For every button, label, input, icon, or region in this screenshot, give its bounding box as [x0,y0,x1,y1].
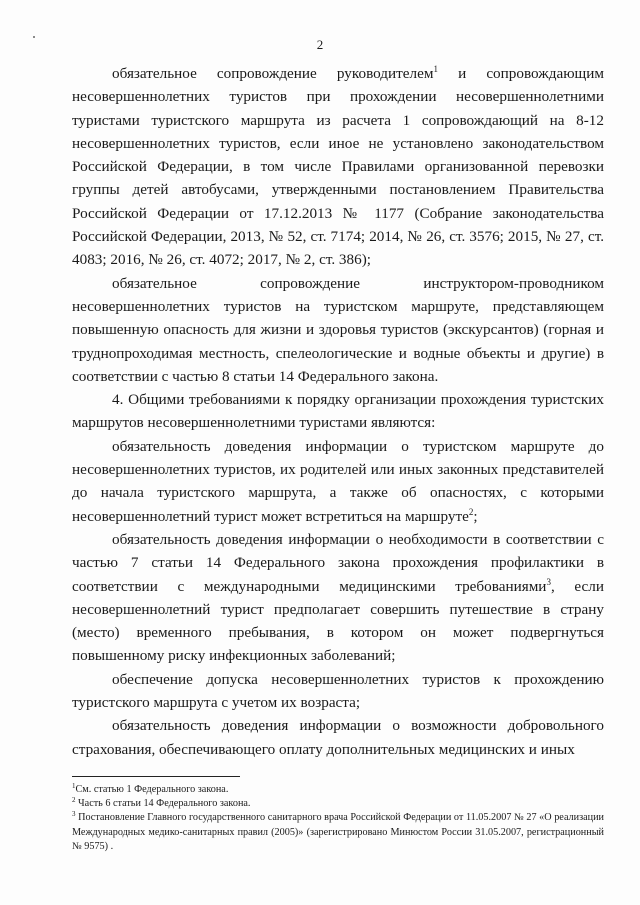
paragraph-text: обязательность доведения информации о необходимости в соответствии с частью 7 статьи 14 Федерального закона прохождения профилактики в соответствии с международными медицинскими требованиями [72,530,604,595]
footnotes [72,783,604,854]
footnote-2 [72,797,604,811]
footnote-ref-1[interactable]: 1 [433,64,438,74]
paragraph-general-requirements: 4. Общими требованиями к порядку организации прохождения туристских маршрутов несовершеннолетними туристами являются: [72,391,604,432]
footnote-separator [72,776,240,777]
paragraph-route-information [72,435,604,528]
footnote-mark: 2 [72,796,76,805]
document-body [72,62,604,761]
paragraph-prophylaxis-information [72,528,604,668]
footnote-ref-2[interactable]: 2 [468,506,474,517]
paragraph-text: и сопровождающим несовершеннолетних туристов при прохождении несовершеннолетними туристами туристского маршрута из расчета 1 сопровождающий на 8-12 несовершеннолетних туристов, если иное не установлено законодательством Российской Федерации, в том числе Правилами организованной перевозки группы детей автобусами, утвержденными постановлением Правительства Российской Федерации от 17.12.2013 № 1177 (Собрание законодательства Российской Федерации, 2013, № 52, ст. 7174; 2014, № 26, ст. 3576; 2015, № 27, ст. 4083; 2016, № 26, ст. 4072; 2017, № 2, ст. 386); [72,65,604,269]
footnote-3 [72,811,604,854]
footnote-1 [72,783,604,797]
paragraph-age-admission: обеспечение допуска несовершеннолетних туристов к прохождению туристского маршрута с учетом их возраста; [72,670,604,712]
footnote-mark: 1 [72,782,76,790]
paragraph-text: обязательность доведения информации о туристском маршруте до несовершеннолетних туристов, их родителей или иных законных представителей до начала туристского маршрута, а также об опасностях, с которыми несовершеннолетний турист может встретиться на маршруте [72,437,604,525]
footnote-ref-3[interactable]: 3 [546,576,551,587]
footnote-text: Часть 6 статьи 14 Федерального закона. [75,798,251,810]
footnote-text: См. статью 1 Федерального закона. [75,784,229,795]
paragraph-escort-by-instructor: обязательное сопровождение инструктором-проводником несовершеннолетних туристов на туристском маршруте, представляющем повышенную опасность для жизни и здоровья туристов (экскурсантов) (горная и труднопроходимая местность, спелеологические и водные объекты и другие) в соответствии с частью 8 статьи 14 Федерального закона. [72,274,604,385]
page-number: 2 [316,37,324,52]
paragraph-text: обязательное сопровождение руководителем [112,65,434,82]
paragraph-text: , если несовершеннолетний турист предполагает совершить путешествие в страну (место) временного пребывания, в котором он может подвергнуться повышенному риску инфекционных заболеваний; [72,577,604,665]
paragraph-text: ; [473,507,478,525]
footnote-mark: 3 [72,810,76,819]
footnote-text: Постановление Главного государственного санитарного врача Российской Федерации от 11.05.2007 № 27 «О реализации Международных медико-санитарных правил (2005)» (зарегистрировано Минюстом России 31.05.2007, регистрационный № 9575) . [72,812,604,852]
paragraph-insurance-information: обязательность доведения информации о возможности добровольного страхования, обеспечивающего оплату дополнительных медицинских и иных [72,717,604,758]
paragraph-escort-by-leader [72,62,604,272]
